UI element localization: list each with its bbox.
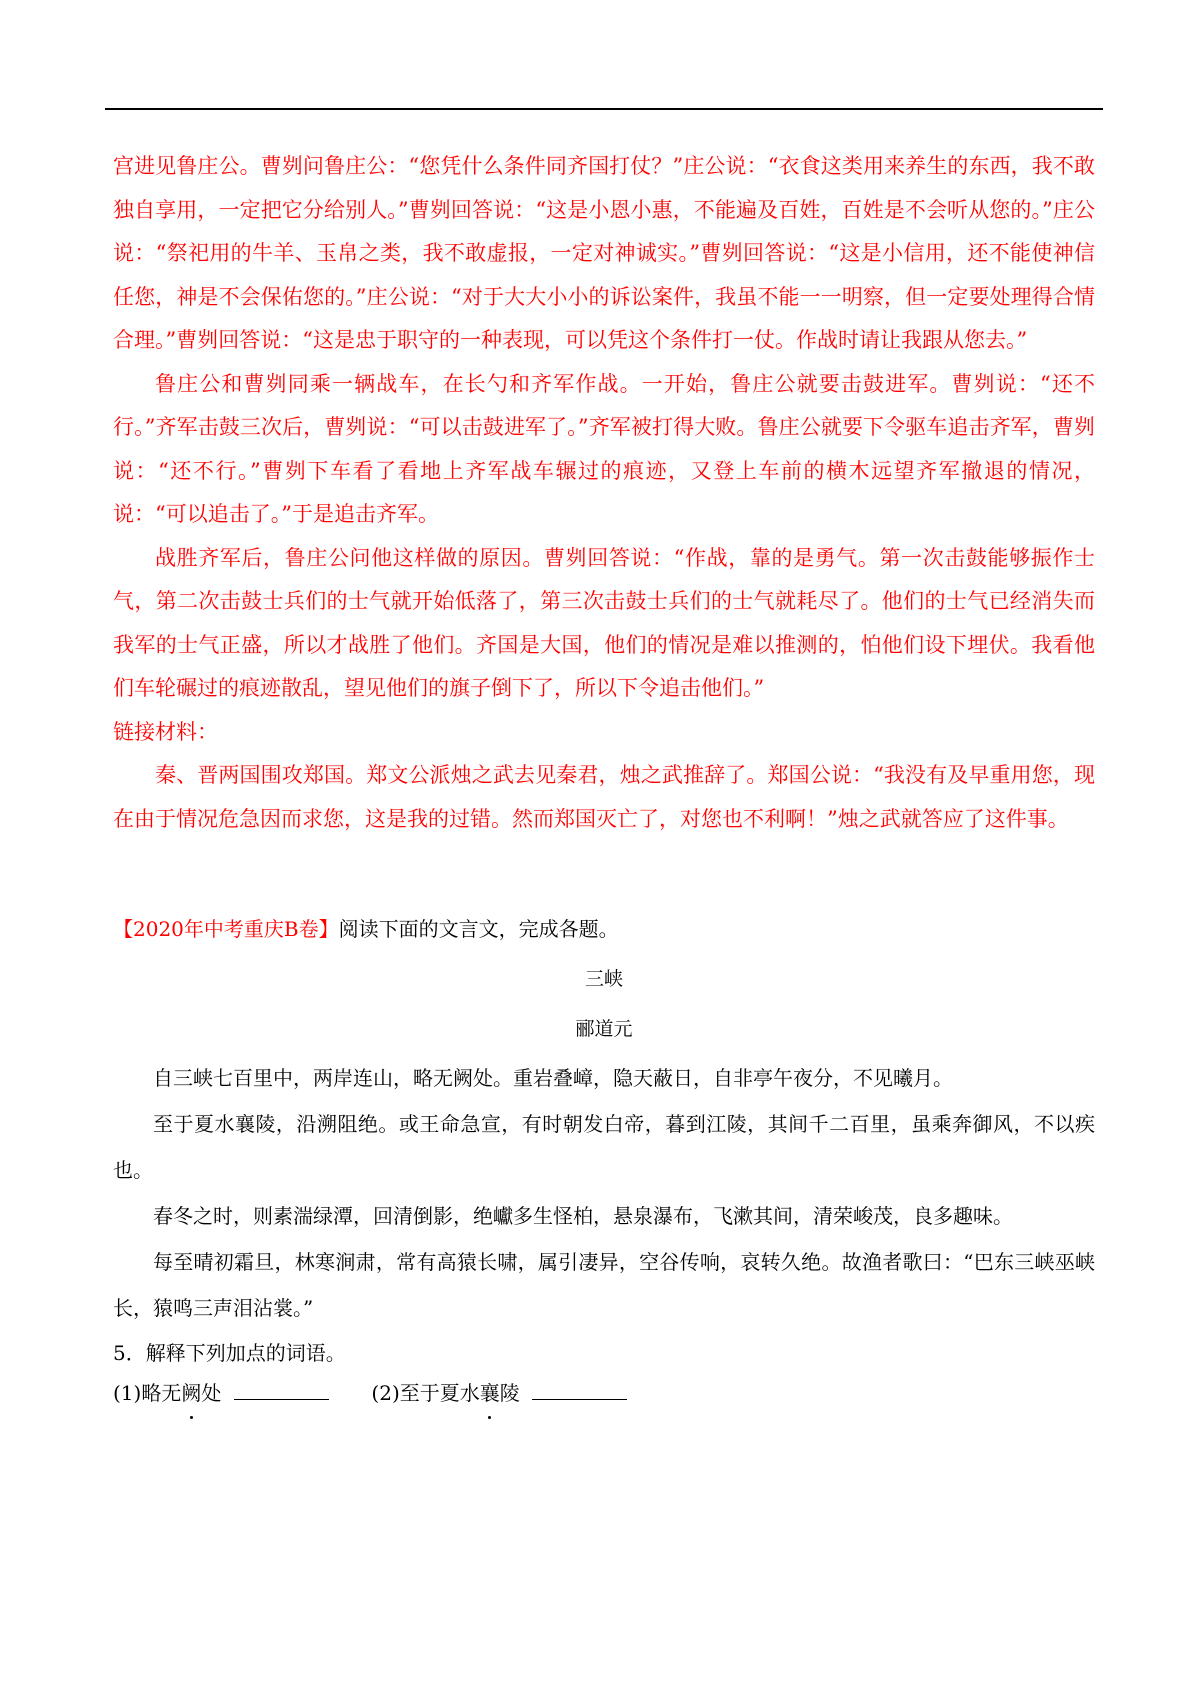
- translation-paragraph-2: 鲁庄公和曹刿同乘一辆战车，在长勺和齐军作战。一开始，鲁庄公就要击鼓进军。曹刿说：“还不行。”齐军击鼓三次后，曹刿说：“可以击鼓进军了。”齐军被打得大败。鲁庄公就要下令驱车追击齐军，曹刿说：“还不行。”曹刿下车看了看地上齐军战车辗过的痕迹，又登上车前的横木远望齐军撤退的情况，说：“可以追击了。”于是追击齐军。: [113, 371, 1095, 526]
- passage-paragraph-4: 每至晴初霜旦，林寒涧肃，常有高猿长啸，属引凄异，空谷传响，哀转久绝。故渔者歌曰：“巴东三峡巫峡长，猿鸣三声泪沾裳。”: [113, 1250, 1095, 1320]
- header-rule: [105, 108, 1103, 110]
- page-content: [113, 145, 1095, 1413]
- translation-block: [113, 145, 1095, 711]
- passage-title: 三峡: [584, 968, 623, 990]
- translation-paragraph-1: 宫进见鲁庄公。曹刿问鲁庄公：“您凭什么条件同齐国打仗？”庄公说：“衣食这类用来养生的东西，我不敢独自享用，一定把它分给别人。”曹刿回答说：“这是小恩小惠，不能遍及百姓，百姓是不会听从您的。”庄公说：“祭祀用的牛羊、玉帛之类，我不敢虚报，一定对神诚实。”曹刿回答说：“这是小信用，还不能使神信任您，神是不会保佑您的。”庄公说：“对于大大小小的诉讼案件，我虽不能一一明察，但一定要处理得合情合理。”曹刿回答说：“这是忠于职守的一种表现，可以凭这个条件打一仗。作战时请让我跟从您去。”: [113, 154, 1095, 352]
- exam-instruction: 阅读下面的文言文，完成各题。: [338, 917, 619, 941]
- dotted-character: 襄: [480, 1373, 500, 1413]
- passage-paragraph-3: 春冬之时，则素湍绿潭，回清倒影，绝巘多生怪柏，悬泉瀑布，飞漱其间，清荣峻茂，良多趣味。: [153, 1204, 1013, 1228]
- question-item-2: (2)至于夏水襄陵: [371, 1381, 627, 1405]
- link-material-paragraph: 秦、晋两国围攻郑国。郑文公派烛之武去见秦君，烛之武推辞了。郑国公说：“我没有及早重用您，现在由于情况危急因而求您，这是我的过错。然而郑国灭亡了，对您也不利啊！”烛之武就答应了这件事。: [113, 763, 1095, 831]
- passage-paragraph-2: 至于夏水襄陵，沿溯阻绝。或王命急宣，有时朝发白帝，暮到江陵，其间千二百里，虽乘奔御风，不以疾也。: [113, 1112, 1095, 1182]
- question-5: [113, 1333, 1095, 1373]
- link-material-label: 链接材料：: [113, 719, 218, 744]
- question-item-1: (1)略无阙处: [113, 1381, 335, 1405]
- link-material-block: [113, 754, 1095, 841]
- translation-paragraph-3: 战胜齐军后，鲁庄公问他这样做的原因。曹刿回答说：“作战，靠的是勇气。第一次击鼓能够振作士气，第二次击鼓士兵们的士气就开始低落了，第三次击鼓士兵们的士气就耗尽了。他们的士气已经消失而我军的士气正盛，所以才战胜了他们。齐国是大国，他们的情况是难以推测的，怕他们设下埋伏。我看他们车轮碾过的痕迹散乱，望见他们的旗子倒下了，所以下令追击他们。”: [113, 545, 1095, 700]
- passage-paragraph-1: 自三峡七百里中，两岸连山，略无阙处。重岩叠嶂，隐天蔽日，自非亭午夜分，不见曦月。: [153, 1066, 953, 1090]
- classical-passage: [113, 1055, 1095, 1331]
- answer-blank-2[interactable]: [532, 1379, 627, 1400]
- dotted-character: 阙: [181, 1373, 201, 1413]
- passage-author: 郦道元: [575, 1018, 633, 1040]
- exam-source-line: [113, 909, 1095, 949]
- question-number: 5．: [113, 1341, 146, 1365]
- question-text: 解释下列加点的词语。: [145, 1341, 346, 1365]
- answer-blank-1[interactable]: [234, 1379, 329, 1400]
- exam-source-tag: 【2020年中考重庆B卷】: [113, 917, 339, 941]
- question-items: [113, 1373, 1095, 1413]
